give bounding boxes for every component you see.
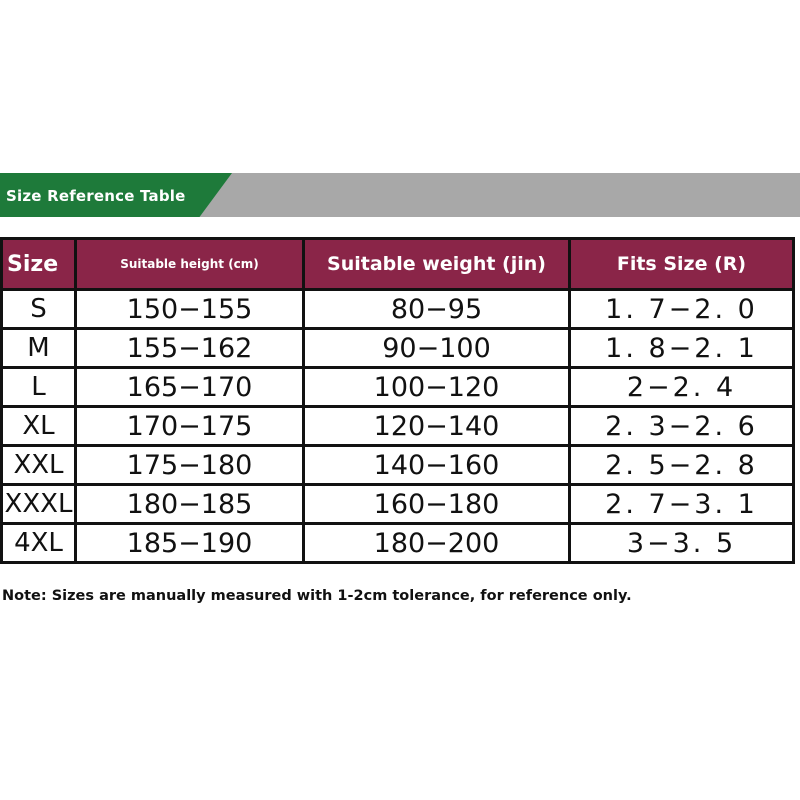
weight-cell: 100−120 (304, 368, 570, 407)
fits-size-cell: 1. 7−2. 0 (570, 290, 794, 329)
table-row (2, 329, 794, 368)
height-cell: 150−155 (76, 290, 304, 329)
size-cell: XXXL (2, 485, 76, 524)
weight-cell: 120−140 (304, 407, 570, 446)
size-cell: S (2, 290, 76, 329)
table-row (2, 290, 794, 329)
size-cell: XL (2, 407, 76, 446)
size-cell: XXL (2, 446, 76, 485)
header-height: Suitable height (cm) (76, 239, 304, 290)
fits-size-cell: 2. 3−2. 6 (570, 407, 794, 446)
weight-cell: 180−200 (304, 524, 570, 563)
height-cell: 155−162 (76, 329, 304, 368)
size-cell: 4XL (2, 524, 76, 563)
header-weight: Suitable weight (jin) (304, 239, 570, 290)
size-table (0, 237, 795, 564)
table-row (2, 524, 794, 563)
height-cell: 175−180 (76, 446, 304, 485)
size-cell: M (2, 329, 76, 368)
header-fits-size: Fits Size (R) (570, 239, 794, 290)
weight-cell: 90−100 (304, 329, 570, 368)
weight-cell: 80−95 (304, 290, 570, 329)
title-banner (0, 173, 800, 217)
weight-cell: 140−160 (304, 446, 570, 485)
height-cell: 180−185 (76, 485, 304, 524)
fits-size-cell: 3−3. 5 (570, 524, 794, 563)
height-cell: 170−175 (76, 407, 304, 446)
height-cell: 165−170 (76, 368, 304, 407)
table-row (2, 446, 794, 485)
height-cell: 185−190 (76, 524, 304, 563)
fits-size-cell: 2. 5−2. 8 (570, 446, 794, 485)
table-row (2, 407, 794, 446)
fits-size-cell: 2. 7−3. 1 (570, 485, 794, 524)
banner-title: Size Reference Table (6, 187, 186, 205)
table-row (2, 368, 794, 407)
footnote: Note: Sizes are manually measured with 1-2cm tolerance, for reference only. (2, 588, 632, 604)
fits-size-cell: 1. 8−2. 1 (570, 329, 794, 368)
table-header-row (2, 239, 794, 290)
weight-cell: 160−180 (304, 485, 570, 524)
fits-size-cell: 2−2. 4 (570, 368, 794, 407)
size-cell: L (2, 368, 76, 407)
table-row (2, 485, 794, 524)
header-size: Size (2, 239, 76, 290)
